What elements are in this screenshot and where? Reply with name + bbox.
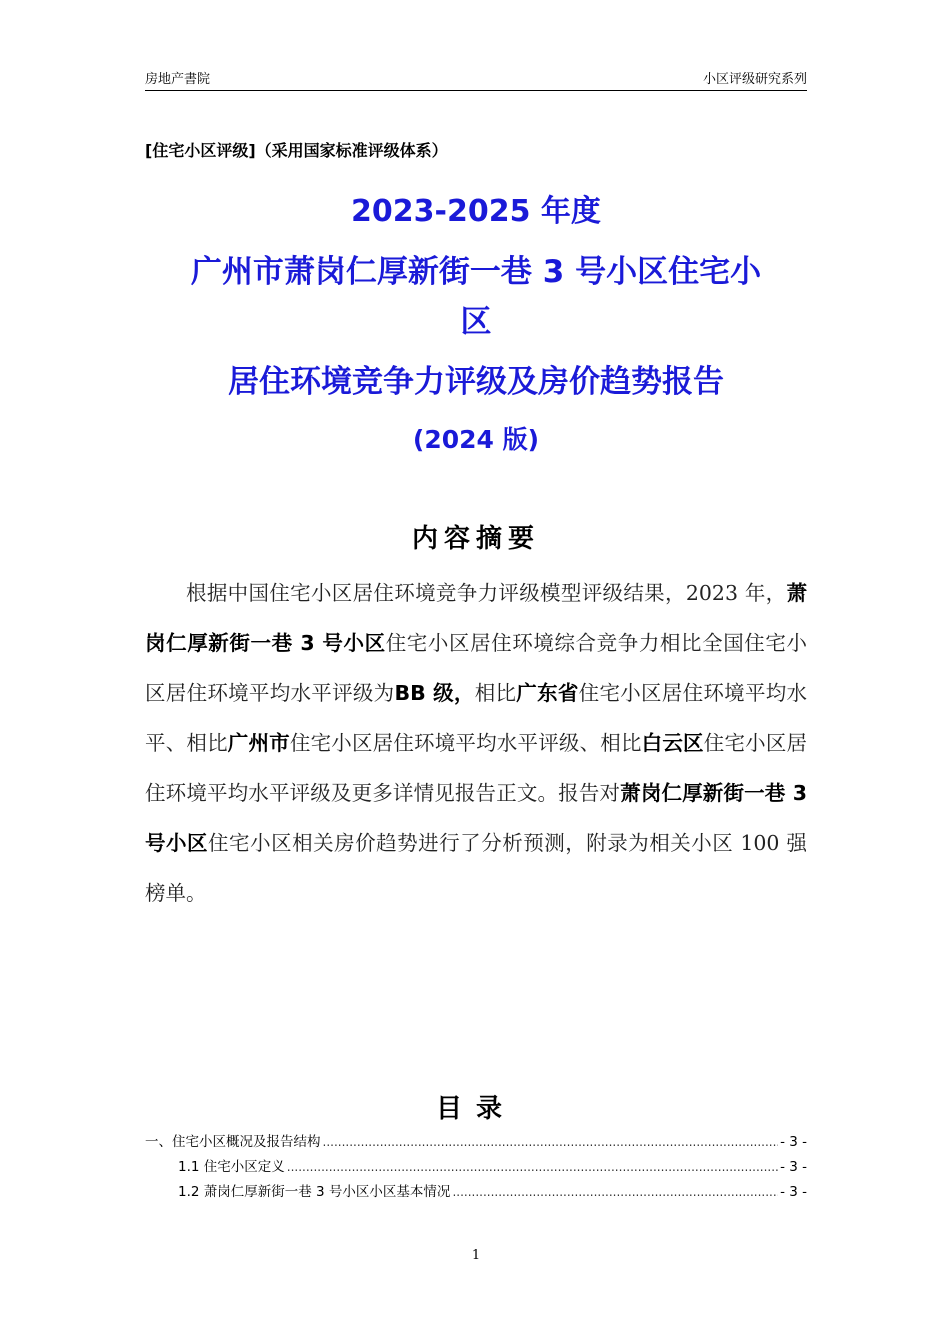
header-publisher: 房地产書院 [145,72,211,87]
abstract-paragraph [145,568,807,918]
community-name: 萧岗仁厚新街一巷 3 号小区 [145,581,807,655]
page-number: 1 [471,1248,481,1263]
abstract-text: 住宅小区居住环境综合竞争力相比全国住宅小区居住环境平均水平评级为 [145,631,807,705]
toc-item[interactable] [145,1130,807,1155]
abstract-text: 住宅小区相关房价趋势进行了分析预测，附录为相关小区 100 强榜单。 [145,831,808,905]
toc-item[interactable] [145,1155,807,1180]
toc-item-label: 一、住宅小区概况及报告结构 [145,1134,321,1150]
toc-leader [287,1160,778,1174]
title-line-2: 广州市萧岗仁厚新街一巷 3 号小区住宅小 [190,254,762,290]
toc-item-page: - 3 - [780,1159,807,1175]
table-of-contents [145,1130,807,1205]
toc-item-page: - 3 - [780,1184,807,1200]
abstract-heading: 内容摘要 [411,524,540,554]
province-name: 广东省 [516,681,579,705]
abstract-text: 相比 [474,681,517,705]
title-year: 2023-2025 年度 [351,194,601,229]
title-line-3: 区 [460,304,492,340]
district-name: 白云区 [641,731,704,755]
report-category: [住宅小区评级]（采用国家标准评级体系） [145,141,448,160]
abstract-text: 住宅小区居住环境平均水平、相比 [145,681,808,755]
toc-leader [452,1185,778,1199]
rating-grade: BB 级， [394,681,475,705]
title-edition: (2024 版) [412,425,540,454]
city-name: 广州市 [227,731,290,755]
toc-leader [323,1135,779,1149]
toc-heading: 目录 [435,1094,516,1124]
abstract-text: 住宅小区居住环境平均水平评级、相比 [289,731,642,755]
title-line-4: 居住环境竞争力评级及房价趋势报告 [228,364,724,400]
header-series: 小区评级研究系列 [702,72,807,87]
toc-item-label: 1.2 萧岗仁厚新街一巷 3 号小区小区基本情况 [178,1184,451,1200]
abstract-text: 住宅小区居住环境平均水平评级及更多详情见报告正文。报告对 [145,731,808,805]
community-name: 萧岗仁厚新街一巷 3 号小区 [145,781,808,855]
toc-item-label: 1.1 住宅小区定义 [178,1159,285,1175]
abstract-text: 根据中国住宅小区居住环境竞争力评级模型评级结果，2023 年， [186,581,787,605]
page-header [145,68,807,91]
toc-item-page: - 3 - [780,1134,807,1150]
toc-item[interactable] [145,1180,807,1205]
